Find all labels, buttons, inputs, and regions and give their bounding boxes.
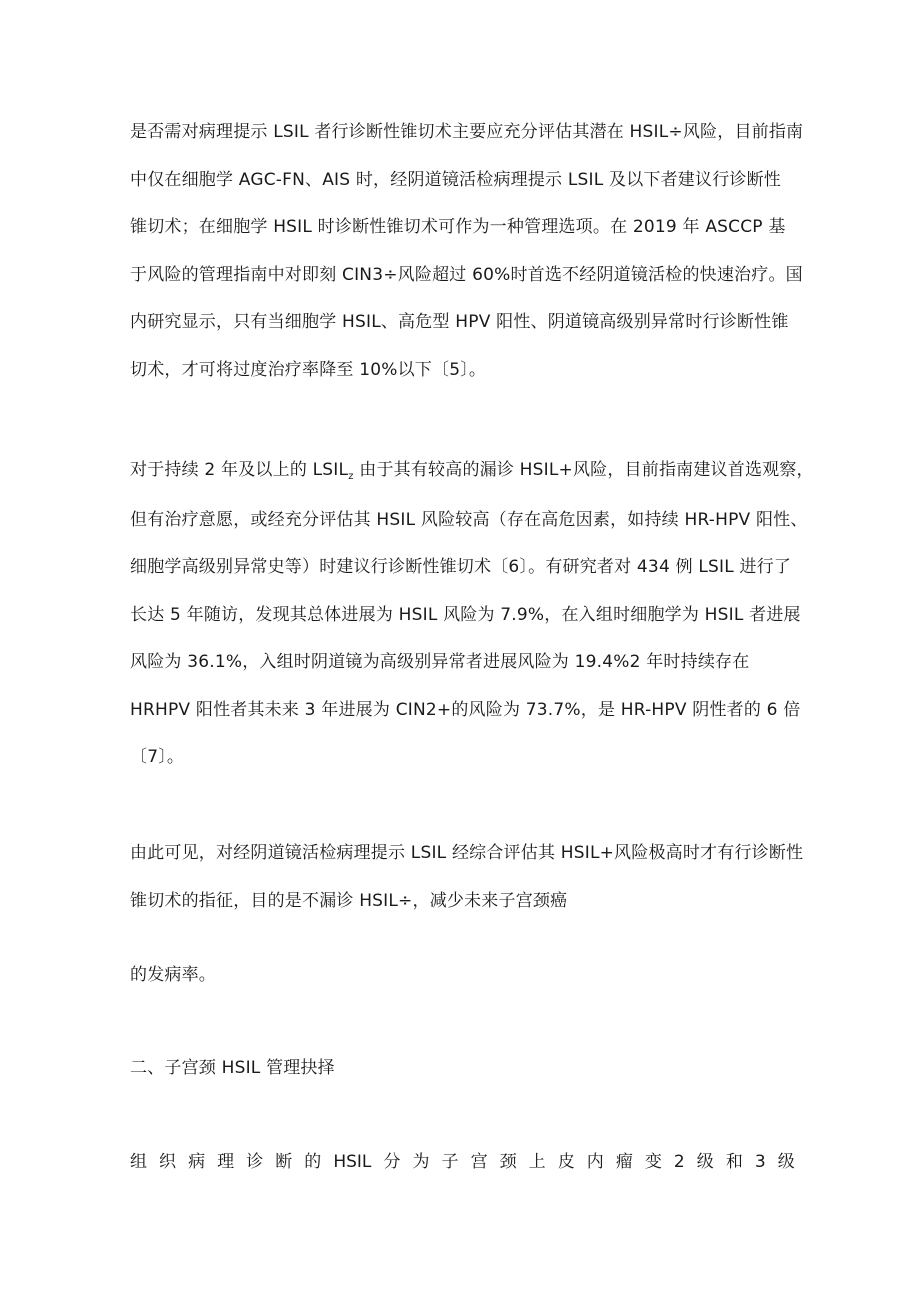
text-token: 病 [188,1152,206,1172]
paragraph-conclusion [130,830,802,925]
text-line: HRHPV 阳性者其未来 3 年进展为 CIN2+的风险为 73.7%，是 HR-HPV 阴性者的 6 倍 [130,699,801,720]
paragraph-hsil-classification [130,1139,802,1187]
text-token: 为 [412,1152,430,1172]
text-token: 级 [777,1152,795,1172]
text-line: 〔7〕。 [130,747,185,767]
text-token: 颈 [499,1152,517,1172]
text-token: 2 [673,1152,685,1172]
text-line: 锥切术；在细胞学 HSIL 时诊断性锥切术可作为一种管理选项。在 2019 年 ASCCP 基 [130,217,786,237]
text-token: 的 [304,1152,322,1172]
text-line: 由此可见，对经阴道镜活检病理提示 LSIL 经综合评估其 HSIL+风险极高时才有行诊断性 [130,843,804,863]
text-token: 诊 [246,1152,264,1172]
text-line: 细胞学高级别异常史等）时建议行诊断性锥切术〔6〕。有研究者对 434 例 LSIL 进行了 [130,557,792,577]
text-fragment: 对于持续 2 年及以上的 LSIL [130,460,349,480]
text-token: 上 [528,1152,546,1172]
paragraph-lsil-conization [130,109,802,394]
subscript: z [348,471,354,482]
text-token: 理 [217,1152,235,1172]
paragraph-persistent-lsil [130,447,814,782]
text-token: 宫 [470,1152,488,1172]
text-line [130,447,814,497]
text-token: 瘤 [615,1152,633,1172]
paragraph-incidence [130,952,802,1000]
text-line: 锥切术的指征，目的是不漏诊 HSIL÷，减少未来子宫颈癌 [130,890,568,911]
text-token: 变 [644,1152,662,1172]
text-token: 3 [754,1152,766,1172]
section-heading [130,1045,802,1093]
text-token: HSIL [333,1152,372,1172]
text-fragment: 由于其有较高的漏诊 HSIL+风险，目前指南建议首选观察， [353,460,814,480]
text-token: 内 [586,1152,604,1172]
text-line: 风险为 36.1%，入组时阴道镜为高级别异常者进展风险为 19.4%2 年时持续存在 [130,652,750,672]
text-token: 组 [130,1152,147,1172]
text-line: 切术，才可将过度治疗率降至 10%以下〔5〕。 [130,359,487,380]
text-token: 分 [383,1152,401,1172]
text-token: 和 [725,1152,743,1172]
text-line: 但有治疗意愿，或经充分评估其 HSIL 风险较高（存在高危因素，如持续 HR-HPV 阳性、 [130,509,808,530]
text-token: 级 [696,1152,714,1172]
text-token: 子 [441,1152,459,1172]
text-line: 于风险的管理指南中对即刻 CIN3÷风险超过 60%时首选不经阴道镜活检的快速治疗。国 [130,264,803,285]
text-line: 内研究显示，只有当细胞学 HSIL、高危型 HPV 阳性、阴道镜高级别异常时行诊断性锥 [130,312,789,332]
text-line: 长达 5 年随访，发现其总体进展为 HSIL 风险为 7.9%，在入组时细胞学为 HSIL 者进展 [130,604,801,625]
text-line: 的发病率。 [130,965,216,985]
text-line [130,1139,795,1187]
text-line: 中仅在细胞学 AGC-FN、AIS 时，经阴道镜活检病理提示 LSIL 及以下者建议行诊断性 [130,169,781,190]
text-line: 是否需对病理提示 LSIL 者行诊断性锥切术主要应充分评估其潜在 HSIL÷风险，目前指南 [130,122,804,142]
text-token: 断 [275,1152,293,1172]
text-token: 织 [159,1152,177,1172]
text-token: 皮 [557,1152,575,1172]
heading-text: 二、子宫颈 HSIL 管理抉择 [130,1058,335,1078]
